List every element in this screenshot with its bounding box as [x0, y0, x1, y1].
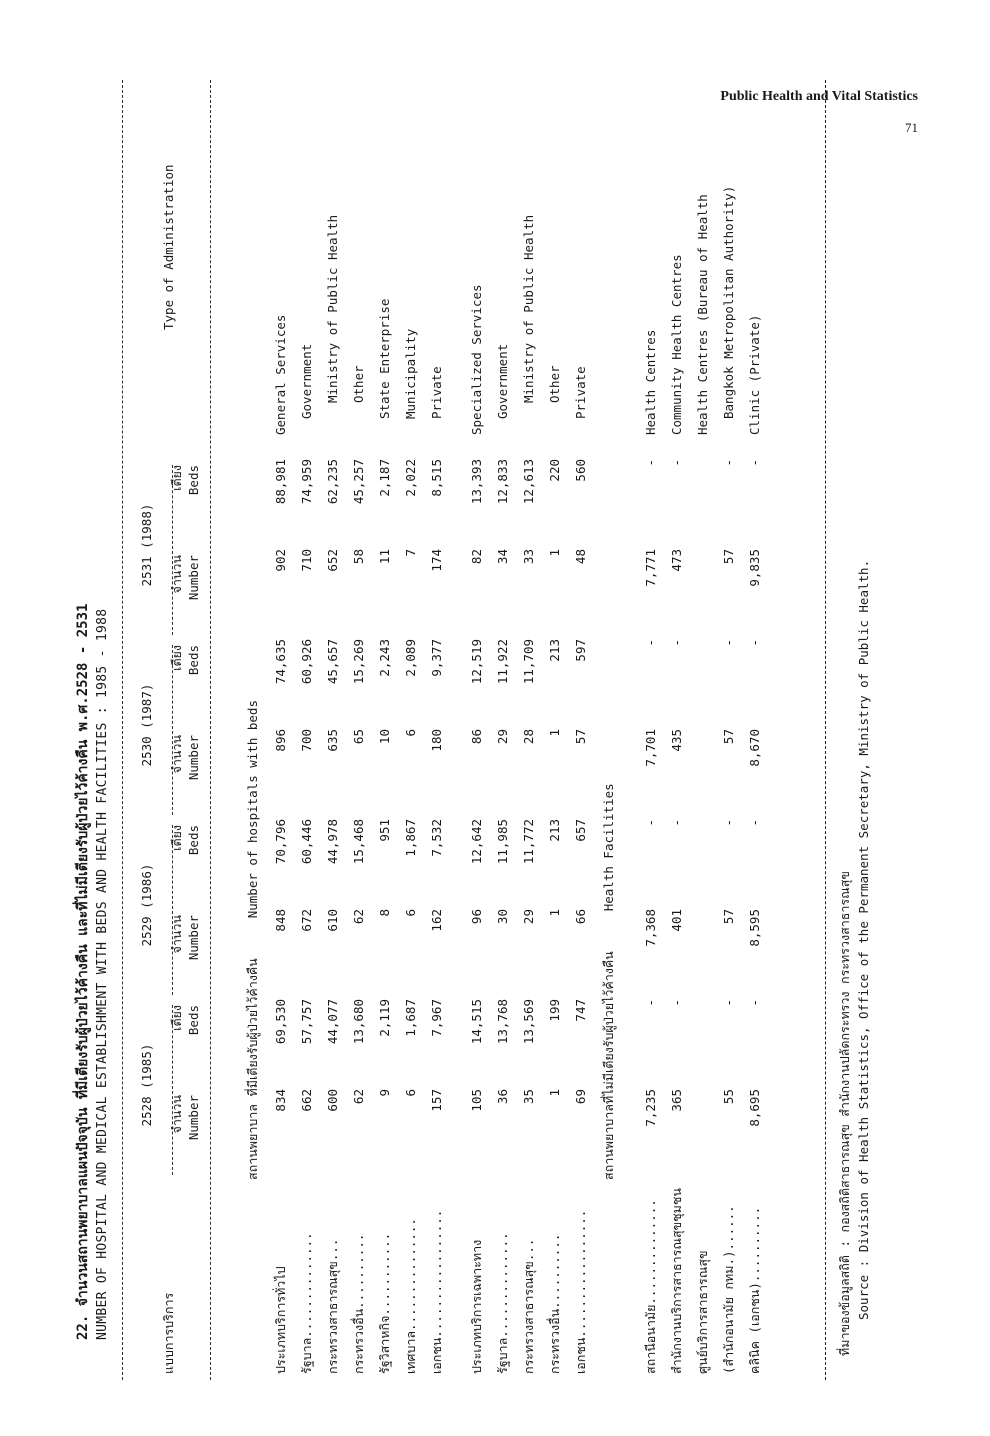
cell-beds: - — [721, 459, 736, 467]
cell-beds: 11,985 — [495, 819, 510, 865]
cell-number: 1 — [547, 729, 562, 737]
page-number: 71 — [905, 120, 918, 135]
cell-beds: 88,981 — [273, 459, 288, 505]
table-title-thai: 22. จำนวนสถานพยาบาลแผนปัจจุบัน ที่มีเตียงรับผู้ป่วยไว้ค้างคืน และที่ไม่มีเตียงรับผู้ป่วยไว้ค้างคืน พ.ศ.2528 - 2531 — [75, 603, 91, 1340]
row-label-english: Bangkok Metropolitan Authority) — [721, 185, 736, 419]
cell-number: 57 — [721, 909, 736, 925]
cell-beds: 12,519 — [469, 639, 484, 685]
row-label-english: Ministry of Public Health — [325, 214, 340, 403]
row-label-thai: สถานีอนามัย.............. — [643, 1199, 658, 1374]
cell-beds: 7,967 — [429, 999, 444, 1037]
cell-beds: 44,978 — [325, 819, 340, 865]
cell-number: 33 — [521, 549, 536, 565]
cell-number: 11 — [377, 549, 392, 565]
row-label-thai: ประเภทบริการทั่วไป — [273, 1266, 288, 1374]
cell-number: 48 — [573, 549, 588, 565]
year-header-1988: 2531 (1988) — [138, 455, 173, 635]
spacer-row — [624, 80, 638, 1380]
cell-number: 10 — [377, 729, 392, 745]
row-label-english: General Services — [273, 314, 288, 435]
cell-beds — [690, 999, 716, 1089]
data-table — [238, 80, 768, 1380]
cell-number: 66 — [573, 909, 588, 925]
cell-number: 28 — [521, 729, 536, 745]
cell-beds: - — [669, 999, 684, 1007]
cell-number: 435 — [669, 729, 684, 752]
cell-beds: 747 — [573, 999, 588, 1022]
cell-beds — [690, 459, 716, 549]
cell-number: 473 — [669, 549, 684, 572]
cell-number: 55 — [721, 1089, 736, 1105]
cell-beds: 57,757 — [299, 999, 314, 1045]
cell-beds: 62,235 — [325, 459, 340, 505]
cell-number: 902 — [273, 549, 288, 572]
cell-beds — [690, 639, 716, 729]
cell-beds: - — [747, 459, 762, 467]
cell-number: 652 — [325, 549, 340, 572]
cell-beds: 74,635 — [273, 639, 288, 685]
row-label-english: Private — [429, 366, 444, 419]
cell-beds: - — [721, 999, 736, 1007]
spacer-row — [450, 80, 464, 1380]
cell-beds: - — [669, 459, 684, 467]
cell-beds: 11,772 — [521, 819, 536, 865]
cell-beds: 1,867 — [403, 819, 418, 857]
row-label-thai: เอกชน................. — [573, 1209, 588, 1374]
cell-beds: 199 — [547, 999, 562, 1022]
row-label-english: Other — [351, 365, 366, 403]
cell-number: 710 — [299, 549, 314, 572]
cell-number: 57 — [573, 729, 588, 745]
cell-beds: 45,257 — [351, 459, 366, 505]
row-label-english: Government — [299, 343, 314, 419]
cell-number: 8,595 — [747, 909, 762, 947]
table-row — [294, 80, 320, 1380]
year-header-1987: 2530 (1987) — [138, 635, 173, 815]
row-label-thai: กระทรวงอื่น.......... — [547, 1233, 562, 1374]
cell-number: 57 — [721, 729, 736, 745]
row-label-english: Clinic (Private) — [747, 314, 762, 435]
cell-beds: - — [721, 639, 736, 647]
year-header-1986: 2529 (1986) — [138, 815, 173, 995]
cell-beds: - — [669, 639, 684, 647]
section-label-english: Number of hospitals with beds — [245, 700, 260, 919]
row-label-thai: เอกชน................. — [429, 1209, 444, 1374]
cell-beds: 13,680 — [351, 999, 366, 1045]
table-row — [320, 80, 346, 1380]
table-row — [424, 80, 450, 1380]
cell-beds: 2,089 — [403, 639, 418, 677]
cell-number: 96 — [469, 909, 484, 925]
cell-beds: 60,446 — [299, 819, 314, 865]
cell-number: 7,235 — [643, 1089, 658, 1127]
cell-number: 6 — [403, 729, 418, 737]
cell-beds: 1,687 — [403, 999, 418, 1037]
cell-number: 57 — [721, 549, 736, 565]
cell-number: 7 — [403, 549, 418, 557]
section-hospitals — [238, 80, 768, 1380]
cell-number: 635 — [325, 729, 340, 752]
cell-number — [690, 729, 716, 819]
cell-number: 365 — [669, 1089, 684, 1112]
cell-number: 180 — [429, 729, 444, 752]
cell-beds: - — [747, 999, 762, 1007]
cell-number: 1 — [547, 1089, 562, 1097]
cell-number: 162 — [429, 909, 444, 932]
row-label-thai: กระทรวงสาธารณสุข... — [325, 1238, 340, 1374]
row-label-english: Health Centres (Bureau of Health — [695, 194, 710, 435]
table-row — [542, 80, 568, 1380]
cell-beds: 14,515 — [469, 999, 484, 1045]
cell-number: 848 — [273, 909, 288, 932]
cell-beds: 15,468 — [351, 819, 366, 865]
cell-number: 82 — [469, 549, 484, 565]
cell-beds: - — [643, 639, 658, 647]
cell-beds: 2,187 — [377, 459, 392, 497]
source-footer — [835, 80, 873, 1380]
section-title: Public Health and Vital Statistics — [720, 89, 918, 104]
sub-beds-1986: เตียง Beds — [169, 825, 201, 856]
cell-number: 662 — [299, 1089, 314, 1112]
cell-beds: 70,796 — [273, 819, 288, 865]
table-row — [716, 80, 742, 1380]
cell-number: 6 — [403, 909, 418, 917]
section-label-thai: สถานพยาบาล ที่มีเตียงรับผู้ป่วยไว้ค้างคืน — [245, 958, 260, 1180]
section-header-facilities — [594, 80, 624, 1380]
header-rule — [210, 80, 211, 1380]
row-label-thai: เทศบาล............... — [403, 1218, 418, 1374]
table-row — [516, 80, 542, 1380]
table-row — [638, 80, 664, 1380]
cell-number: 35 — [521, 1089, 536, 1105]
row-label-english: Municipality — [403, 328, 418, 419]
source-thai: ที่มาของข้อมูลสถิติ : กองสถิติสาธารณสุข สำนักงานปลัดกระทรวง กระทรวงสาธารณสุข — [837, 871, 852, 1356]
row-label-thai: สำนักงานบริการสาธารณสุขชุมชน — [669, 1188, 684, 1374]
section-header-hospitals — [238, 80, 268, 1380]
cell-number: 7,771 — [643, 549, 658, 587]
cell-number: 65 — [351, 729, 366, 745]
sub-beds-1988: เตียง Beds — [169, 465, 201, 496]
row-label-thai: รัฐวิสาหกิจ........... — [377, 1232, 392, 1374]
cell-beds: 12,833 — [495, 459, 510, 505]
sub-number-1988: จำนวน Number — [169, 555, 201, 601]
cell-beds: 45,657 — [325, 639, 340, 685]
row-label-english: State Enterprise — [377, 298, 392, 419]
row-label-thai: คลินิค (เอกชน).......... — [747, 1206, 762, 1374]
cell-beds: 2,022 — [403, 459, 418, 497]
cell-beds: - — [747, 819, 762, 827]
row-label-thai: กระทรวงสาธารณสุข... — [521, 1238, 536, 1374]
cell-beds: - — [669, 819, 684, 827]
cell-number: 7,368 — [643, 909, 658, 947]
cell-beds: 2,119 — [377, 999, 392, 1037]
cell-beds: - — [747, 639, 762, 647]
cell-beds: 2,243 — [377, 639, 392, 677]
row-label-english: Specialized Services — [469, 284, 484, 435]
sub-number-1986: จำนวน Number — [169, 915, 201, 961]
source-english: Source : Division of Health Statistics, Office of the Permanent Secretary, Ministry of Public Health. — [856, 559, 871, 1320]
cell-number: 29 — [521, 909, 536, 925]
cell-number: 30 — [495, 909, 510, 925]
cell-number: 7,701 — [643, 729, 658, 767]
cell-number — [690, 549, 716, 639]
sub-beds-1987: เตียง Beds — [169, 645, 201, 676]
cell-beds: 13,569 — [521, 999, 536, 1045]
cell-number: 6 — [403, 1089, 418, 1097]
cell-beds: 8,515 — [429, 459, 444, 497]
cell-beds: 74,959 — [299, 459, 314, 505]
cell-beds: 9,377 — [429, 639, 444, 677]
cell-beds: 560 — [573, 459, 588, 482]
cell-beds: 12,613 — [521, 459, 536, 505]
cell-number: 600 — [325, 1089, 340, 1112]
cell-number: 9,835 — [747, 549, 762, 587]
table-row — [568, 80, 594, 1380]
table-row — [346, 80, 372, 1380]
cell-beds: 657 — [573, 819, 588, 842]
table-row — [664, 80, 690, 1380]
cell-beds: 12,642 — [469, 819, 484, 865]
cell-beds: 220 — [547, 459, 562, 482]
row-label-english: Health Centres — [643, 329, 658, 435]
cell-number: 8,695 — [747, 1089, 762, 1127]
table-row — [464, 80, 490, 1380]
year-header-1985: 2528 (1985) — [138, 995, 173, 1175]
cell-number: 700 — [299, 729, 314, 752]
section-label-thai: สถานพยาบาลที่ไม่มีเตียงรับผู้ป่วยไว้ค้างคืน — [601, 951, 616, 1180]
row-label-thai: รัฐบาล.............. — [495, 1232, 510, 1374]
rotated-table — [60, 80, 890, 1380]
row-label-english: Ministry of Public Health — [521, 214, 536, 403]
table-row — [398, 80, 424, 1380]
cell-beds: 44,077 — [325, 999, 340, 1045]
cell-beds: - — [643, 999, 658, 1007]
row-label-english: Government — [495, 343, 510, 419]
row-label-thai: (สำนักอนามัย กทม.)...... — [721, 1205, 736, 1374]
cell-beds: 11,709 — [521, 639, 536, 685]
cell-number: 1 — [547, 549, 562, 557]
cell-number: 62 — [351, 1089, 366, 1105]
cell-beds: 213 — [547, 819, 562, 842]
cell-number: 174 — [429, 549, 444, 572]
cell-beds: 951 — [377, 819, 392, 842]
sub-beds-1985: เตียง Beds — [169, 1005, 201, 1036]
col-type-thai: แบบการบริการ — [161, 1292, 176, 1374]
cell-number: 62 — [351, 909, 366, 925]
cell-beds: 69,530 — [273, 999, 288, 1045]
table-row — [690, 80, 716, 1380]
cell-number: 29 — [495, 729, 510, 745]
row-label-english: Private — [573, 366, 588, 419]
row-label-thai: กระทรวงอื่น.......... — [351, 1233, 366, 1374]
cell-number: 34 — [495, 549, 510, 565]
cell-number: 36 — [495, 1089, 510, 1105]
cell-beds: 213 — [547, 639, 562, 662]
row-label-english: Community Health Centres — [669, 254, 684, 435]
cell-number: 1 — [547, 909, 562, 917]
cell-beds: 597 — [573, 639, 588, 662]
cell-number: 672 — [299, 909, 314, 932]
cell-number — [690, 1089, 716, 1179]
cell-beds: 60,926 — [299, 639, 314, 685]
cell-number: 86 — [469, 729, 484, 745]
section-label-english: Health Facilities — [601, 783, 616, 912]
sub-number-1987: จำนวน Number — [169, 735, 201, 781]
table-title-english: NUMBER OF HOSPITAL AND MEDICAL ESTABLISHMENT WITH BEDS AND HEALTH FACILITIES : 1985 - 1988 — [95, 608, 110, 1340]
row-label-english: Other — [547, 365, 562, 403]
cell-beds: 13,393 — [469, 459, 484, 505]
cell-number: 157 — [429, 1089, 444, 1112]
cell-number: 896 — [273, 729, 288, 752]
bottom-rule — [825, 80, 826, 1380]
cell-beds: - — [643, 459, 658, 467]
cell-number: 69 — [573, 1089, 588, 1105]
row-label-thai: รัฐบาล.............. — [299, 1232, 314, 1374]
cell-number: 401 — [669, 909, 684, 932]
cell-number: 105 — [469, 1089, 484, 1112]
table-row — [268, 80, 294, 1380]
cell-number: 834 — [273, 1089, 288, 1112]
cell-beds: - — [643, 819, 658, 827]
cell-beds: - — [721, 819, 736, 827]
row-label-thai: ศูนย์บริการสาธารณสุข — [695, 1250, 710, 1374]
cell-number: 8 — [377, 909, 392, 917]
cell-beds: 7,532 — [429, 819, 444, 857]
sub-number-1985: จำนวน Number — [169, 1095, 201, 1141]
cell-number: 9 — [377, 1089, 392, 1097]
cell-beds: 13,768 — [495, 999, 510, 1045]
row-label-thai: ประเภทบริการเฉพาะทาง — [469, 1239, 484, 1374]
cell-beds: 15,269 — [351, 639, 366, 685]
cell-beds — [690, 819, 716, 909]
cell-number: 58 — [351, 549, 366, 565]
cell-number: 610 — [325, 909, 340, 932]
cell-number — [690, 909, 716, 999]
table-row — [372, 80, 398, 1380]
col-type-english: Type of Administration — [161, 164, 176, 330]
table-row — [742, 80, 768, 1380]
cell-number: 8,670 — [747, 729, 762, 767]
top-rule — [122, 80, 123, 1380]
table-row — [490, 80, 516, 1380]
cell-beds: 11,922 — [495, 639, 510, 685]
